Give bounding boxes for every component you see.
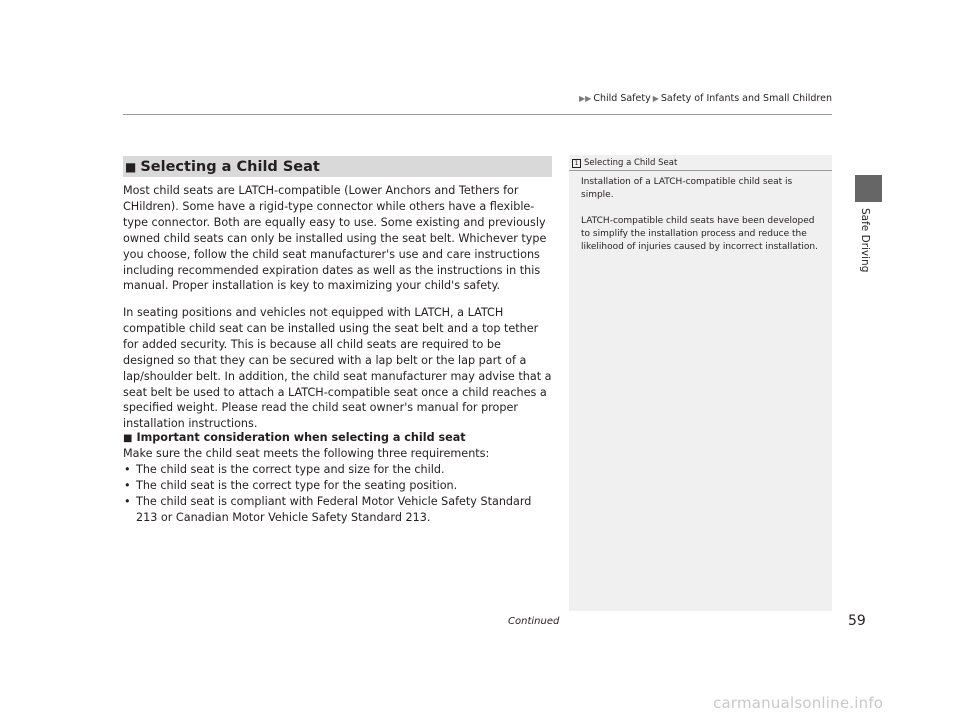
section-title: Selecting a Child Seat — [140, 158, 320, 175]
chapter-label: Safe Driving — [859, 208, 871, 273]
sidebar-title — [572, 158, 677, 168]
subsection-intro: Make sure the child seat meets the following three requirements: — [123, 447, 490, 460]
header-divider — [123, 114, 832, 115]
page-number: 59 — [848, 613, 866, 629]
sidebar-note — [569, 155, 832, 611]
watermark: carmanualsonline.info — [713, 694, 884, 712]
requirements-list — [123, 462, 555, 526]
breadcrumb-arrow-icon: ▶▶ — [579, 94, 592, 103]
list-item: • The child seat is the correct type for the seating position. — [123, 478, 555, 494]
list-item: • The child seat is compliant with Federal Motor Vehicle Safety Standard 213 or Canadian Motor Vehicle Safety Standard 213. — [123, 494, 555, 526]
continued-label: Continued — [508, 616, 560, 627]
list-item: • The child seat is the correct type and size for the child. — [123, 462, 555, 478]
breadcrumb-arrow-icon: ▶ — [652, 94, 659, 103]
note-icon: 1 — [572, 159, 581, 168]
subsection-heading — [123, 430, 555, 447]
chapter-tab — [855, 175, 882, 202]
breadcrumb-item-safety-of-infants[interactable]: Safety of Infants and Small Children — [660, 93, 832, 104]
breadcrumb-item-child-safety[interactable]: Child Safety — [593, 93, 651, 104]
breadcrumb — [0, 93, 832, 104]
body-paragraph-latch: Most child seats are LATCH-compatible (Lower Anchors and Tethers for CHildren). Some have a rigid-type connector while others have a flexible-type connector. Both are equally easy to use. Some existing and previously owned child seats can only be installed using the seat belt. Whichever type you choose, follow the child seat manufacturer's use and care instructions including recommended expiration dates as well as the instructions in this manual. Proper installation is key to maximizing your child's safety. — [123, 184, 547, 293]
sidebar-paragraph: LATCH-compatible child seats have been developed to simplify the installation process and reduce the likelihood of injuries caused by incorrect installation. — [581, 216, 818, 252]
sidebar-paragraph: Installation of a LATCH-compatible child seat is simple. — [581, 177, 793, 200]
body-paragraph-non-latch: In seating positions and vehicles not equipped with LATCH, a LATCH compatible child seat can be installed using the seat belt and a top tether for added security. This is because all child seats are required to be designed so that they can be secured with a lap belt or the lap part of a lap/shoulder belt. In addition, the child seat manufacturer may advise that a seat belt be used to attach a LATCH-compatible seat once a child reaches a specified weight. Please read the child seat owner's manual for proper installation instructions. — [123, 306, 552, 431]
square-bullet-icon: ■ — [123, 433, 133, 444]
square-bullet-icon: ■ — [125, 159, 137, 174]
sidebar-divider — [569, 170, 832, 171]
sidebar-title-text: Selecting a Child Seat — [584, 158, 678, 168]
section-heading — [123, 156, 552, 177]
subsection-title: Important consideration when selecting a child seat — [136, 431, 466, 444]
